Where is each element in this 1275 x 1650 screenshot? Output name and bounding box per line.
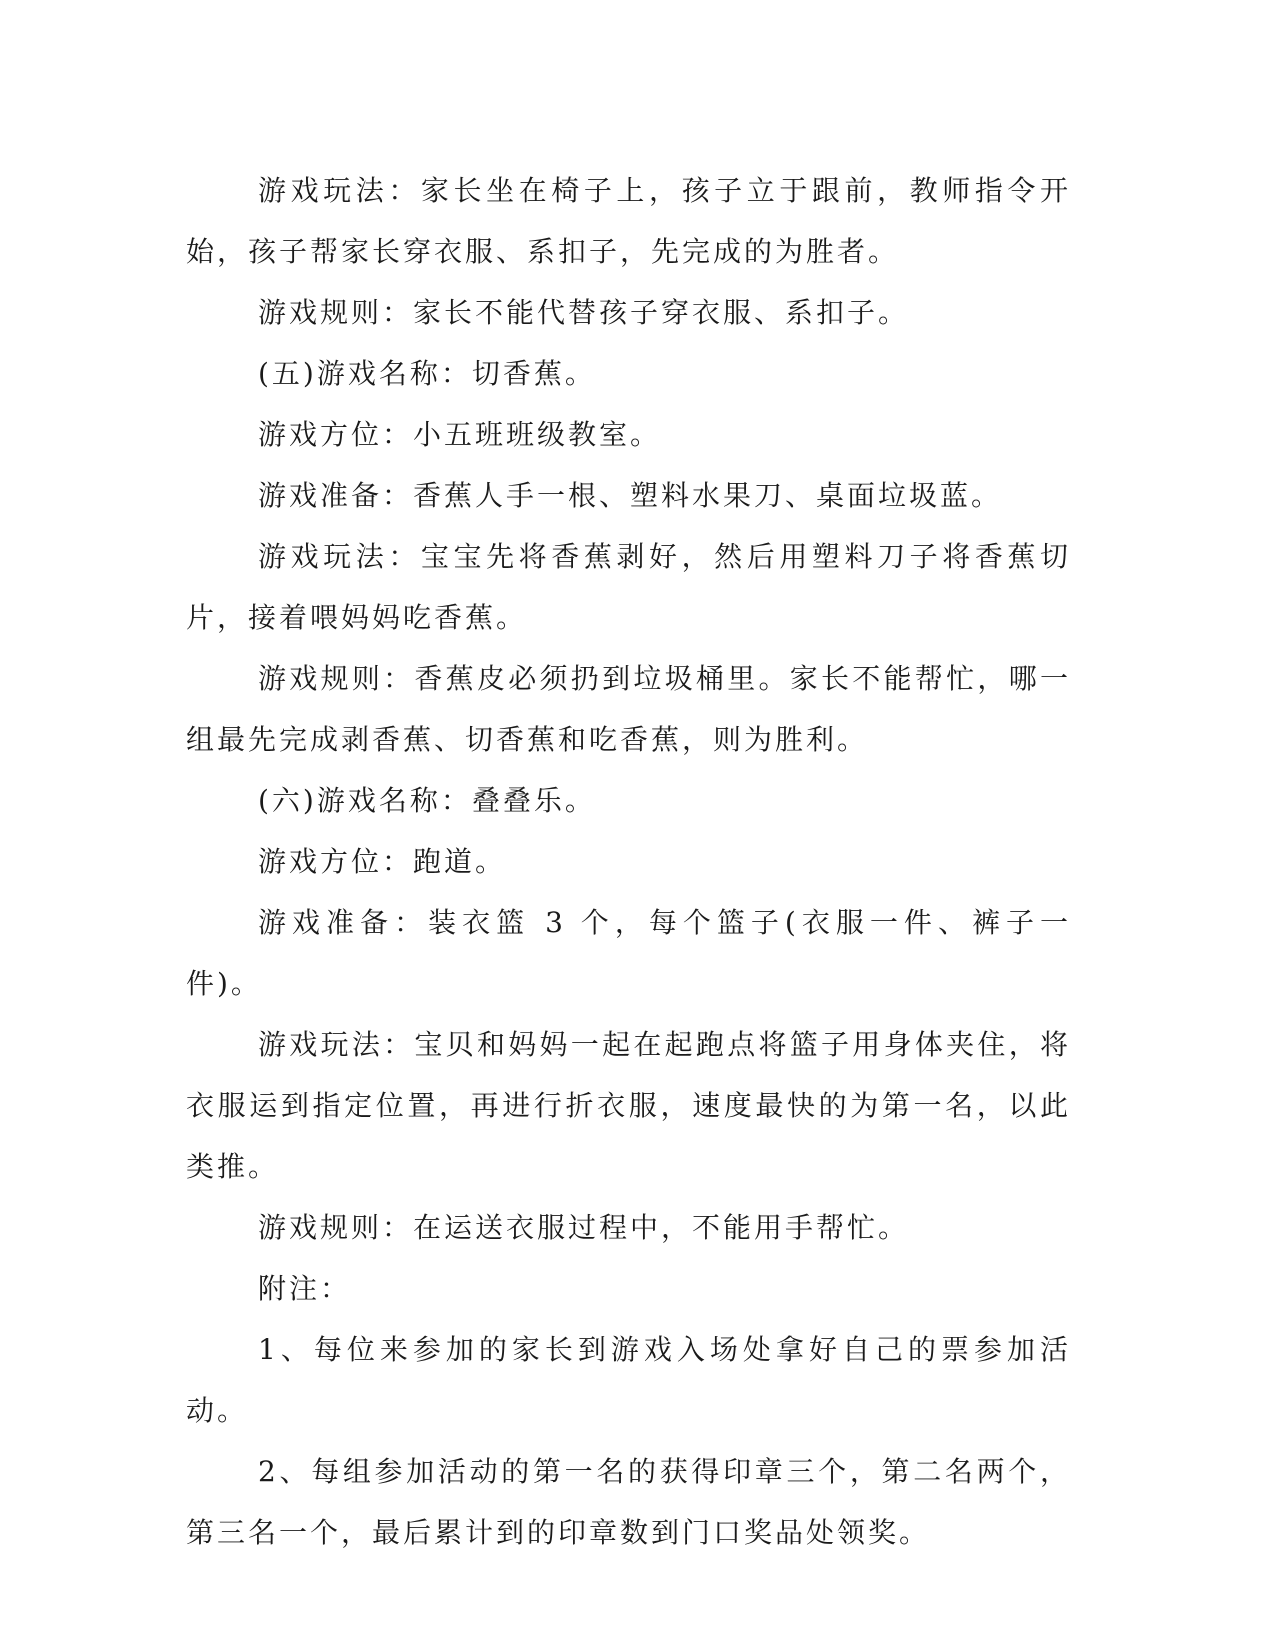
paragraph-game-6-location: 游戏方位：跑道。 <box>258 845 507 878</box>
paragraph-note-2: 2、每组参加活动的第一名的获得印章三个，第二名两个，第三名一个，最后累计到的印章数到门口奖品处领奖。 <box>186 1455 1071 1549</box>
paragraph-notes-heading: 附注： <box>258 1272 352 1305</box>
paragraph-game-rule-dressing: 游戏规则：家长不能代替孩子穿衣服、系扣子。 <box>258 296 910 329</box>
paragraph-game-play-dressing: 游戏玩法：家长坐在椅子上，孩子立于跟前，教师指令开始，孩子帮家长穿衣服、系扣子，先完成的为胜者。 <box>186 174 1071 268</box>
paragraph-game-5-location: 游戏方位：小五班班级教室。 <box>258 418 662 451</box>
paragraph-game-5-rule: 游戏规则：香蕉皮必须扔到垃圾桶里。家长不能帮忙，哪一组最先完成剥香蕉、切香蕉和吃香蕉，则为胜利。 <box>186 662 1071 756</box>
paragraph-game-5-name: (五)游戏名称：切香蕉。 <box>258 357 596 390</box>
paragraph-game-6-rule: 游戏规则：在运送衣服过程中，不能用手帮忙。 <box>258 1211 910 1244</box>
document-body <box>186 160 1071 1563</box>
paragraph-game-6-preparation: 游戏准备：装衣篮 3 个，每个篮子(衣服一件、裤子一件)。 <box>186 906 1071 1000</box>
paragraph-game-5-play: 游戏玩法：宝宝先将香蕉剥好，然后用塑料刀子将香蕉切片，接着喂妈妈吃香蕉。 <box>186 540 1071 634</box>
paragraph-game-6-name: (六)游戏名称：叠叠乐。 <box>258 784 596 817</box>
paragraph-game-5-preparation: 游戏准备：香蕉人手一根、塑料水果刀、桌面垃圾蓝。 <box>258 479 1003 512</box>
paragraph-game-6-play: 游戏玩法：宝贝和妈妈一起在起跑点将篮子用身体夹住，将衣服运到指定位置，再进行折衣服，速度最快的为第一名，以此类推。 <box>186 1028 1071 1183</box>
paragraph-note-1: 1、每位来参加的家长到游戏入场处拿好自己的票参加活动。 <box>186 1333 1071 1427</box>
